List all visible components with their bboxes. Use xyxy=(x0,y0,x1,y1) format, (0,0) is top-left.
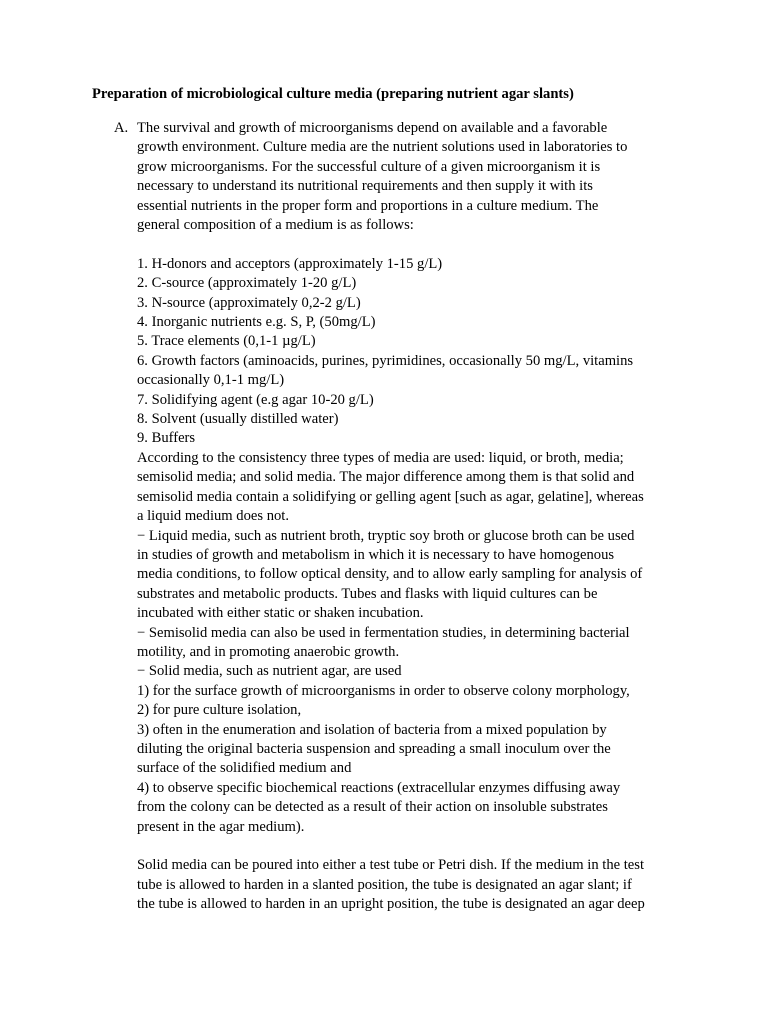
text-line: Solid media can be poured into either a test tube or Petri dish. If the medium in the test xyxy=(137,857,645,874)
text-line: general composition of a medium is as follows: xyxy=(137,217,414,234)
text-line: from the colony can be detected as a result of their action on insoluble substrates xyxy=(137,799,608,816)
spacer xyxy=(137,235,682,254)
text-line: semisolid media; and solid media. The major difference among them is that solid and xyxy=(137,469,635,486)
text-line: present in the agar medium). xyxy=(137,818,305,835)
text-line: in studies of growth and metabolism in which it is necessary to have homogenous xyxy=(137,546,615,563)
text-line: surface of the solidified medium and xyxy=(137,760,352,777)
solid-media-paragraph xyxy=(137,856,682,914)
text-line: media conditions, to follow optical density, and to allow early sampling for analysis of xyxy=(137,566,643,583)
text-line: The survival and growth of microorganisms depend on available and a favorable xyxy=(137,120,608,136)
text-line: diluting the original bacteria suspension and spreading a small inoculum over the xyxy=(137,740,611,757)
section-marker: A. xyxy=(114,120,129,136)
list-item: 9. Buffers xyxy=(137,430,196,447)
list-item: 7. Solidifying agent (e.g agar 10-20 g/L) xyxy=(137,391,374,408)
text-line: substrates and metabolic products. Tubes and flasks with liquid cultures can be xyxy=(137,585,598,602)
list-item: 4. Inorganic nutrients e.g. S, P, (50mg/L) xyxy=(137,314,376,331)
list-item: 1. H-donors and acceptors (approximately 1-15 g/L) xyxy=(137,255,443,272)
text-line: semisolid media contain a solidifying or gelling agent [such as agar, gelatine], whereas xyxy=(137,488,644,505)
text-line: motility, and in promoting anaerobic growth. xyxy=(137,643,400,660)
section-body xyxy=(137,119,682,915)
intro-paragraph xyxy=(137,119,682,235)
text-line: tube is allowed to harden in a slanted position, the tube is designated an agar slant; if xyxy=(137,876,632,893)
text-line: essential nutrients in the proper form and proportions in a culture medium. The xyxy=(137,197,599,214)
text-line: 2) for pure culture isolation, xyxy=(137,702,302,719)
text-line: − Solid media, such as nutrient agar, are used xyxy=(137,663,402,680)
spacer xyxy=(137,837,682,856)
text-line: 3) often in the enumeration and isolation of bacteria from a mixed population by xyxy=(137,721,607,738)
text-line: necessary to understand its nutritional requirements and then supply it with its xyxy=(137,178,593,195)
text-line: incubated with either static or shaken incubation. xyxy=(137,605,424,622)
text-line: − Liquid media, such as nutrient broth, tryptic soy broth or glucose broth can be used xyxy=(137,527,635,544)
text-line: According to the consistency three types of media are used: liquid, or broth, media; xyxy=(137,449,624,466)
text-line: 1) for the surface growth of microorganisms in order to observe colony morphology, xyxy=(137,682,630,699)
list-item: occasionally 0,1-1 mg/L) xyxy=(137,372,285,389)
list-item: 2. C-source (approximately 1-20 g/L) xyxy=(137,275,357,292)
composition-list xyxy=(137,255,682,449)
text-line: − Semisolid media can also be used in fermentation studies, in determining bacterial xyxy=(137,624,630,641)
text-line: a liquid medium does not. xyxy=(137,508,290,525)
text-line: grow microorganisms. For the successful culture of a given microorganism it is xyxy=(137,158,601,175)
text-line: the tube is allowed to harden in an upright position, the tube is designated an agar deep xyxy=(137,896,645,913)
consistency-paragraph xyxy=(137,449,682,837)
list-item: 3. N-source (approximately 0,2-2 g/L) xyxy=(137,294,361,311)
text-line: 4) to observe specific biochemical reactions (extracellular enzymes diffusing away xyxy=(137,779,621,796)
list-item: 6. Growth factors (aminoacids, purines, pyrimidines, occasionally 50 mg/L, vitamins xyxy=(137,352,634,369)
list-item: 5. Trace elements (0,1-1 µg/L) xyxy=(137,333,316,350)
text-line: growth environment. Culture media are the nutrient solutions used in laboratories to xyxy=(137,139,628,156)
document-title: Preparation of microbiological culture media (preparing nutrient agar slants) xyxy=(92,86,574,102)
list-item: 8. Solvent (usually distilled water) xyxy=(137,411,339,428)
